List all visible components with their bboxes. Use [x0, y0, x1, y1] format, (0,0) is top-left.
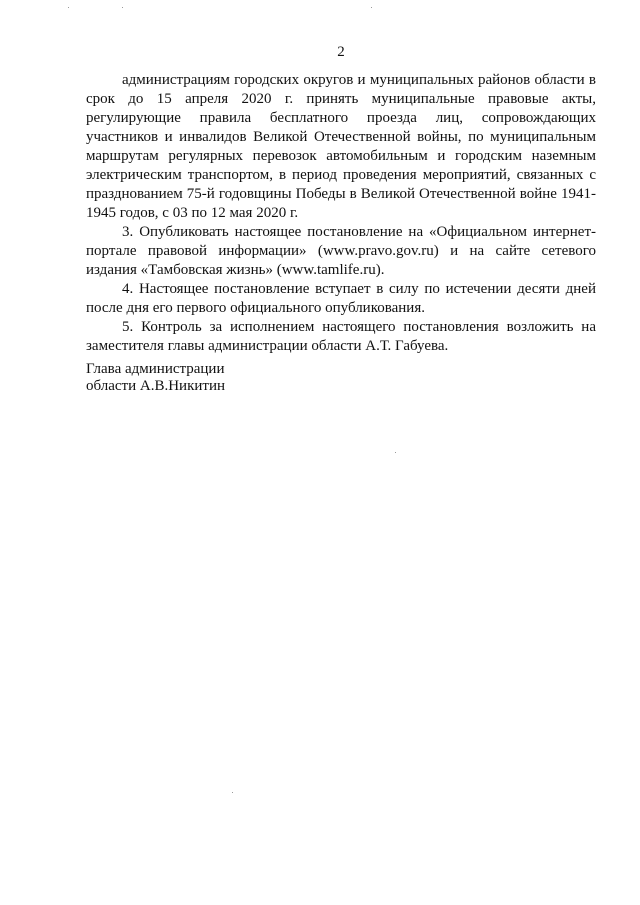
document-body: [86, 71, 596, 356]
signature-name: области А.В.Никитин: [86, 378, 226, 394]
scan-speck: [371, 7, 372, 8]
paragraph-item-4: 4. Настоящее постановление вступает в силу по истечении десяти дней после дня его первого официального опубликования.: [86, 281, 596, 316]
scan-speck: [68, 7, 69, 8]
signature-block: [86, 361, 225, 395]
scan-speck: [122, 7, 123, 8]
scan-speck: [395, 452, 396, 453]
signature-title: Глава администрации: [86, 361, 225, 377]
paragraph-continuation: администрациям городских округов и муниципальных районов области в срок до 15 апреля 2020 г. принять муниципальные правовые акты, регулирующие правила бесплатного проезда лиц, сопровождающих участников и инвалидов Великой Отечественной войны, по муниципальным маршрутам регулярных перевозок автомобильным и городским наземным электрическим транспортом, в период проведения мероприятий, связанных с празднованием 75-й годовщины Победы в Великой Отечественной войне 1941-1945 годов, с 03 по 12 мая 2020 г.: [86, 72, 596, 221]
scan-speck: [232, 792, 233, 793]
paragraph-item-5: 5. Контроль за исполнением настоящего постановления возложить на заместителя главы администрации области А.Т. Габуева.: [86, 319, 596, 354]
page-number: 2: [337, 44, 345, 60]
paragraph-item-3: 3. Опубликовать настоящее постановление на «Официальном интернет-портале правовой информации» (www.pravo.gov.ru) и на сайте сетевого издания «Тамбовская жизнь» (www.tamlife.ru).: [86, 224, 596, 278]
